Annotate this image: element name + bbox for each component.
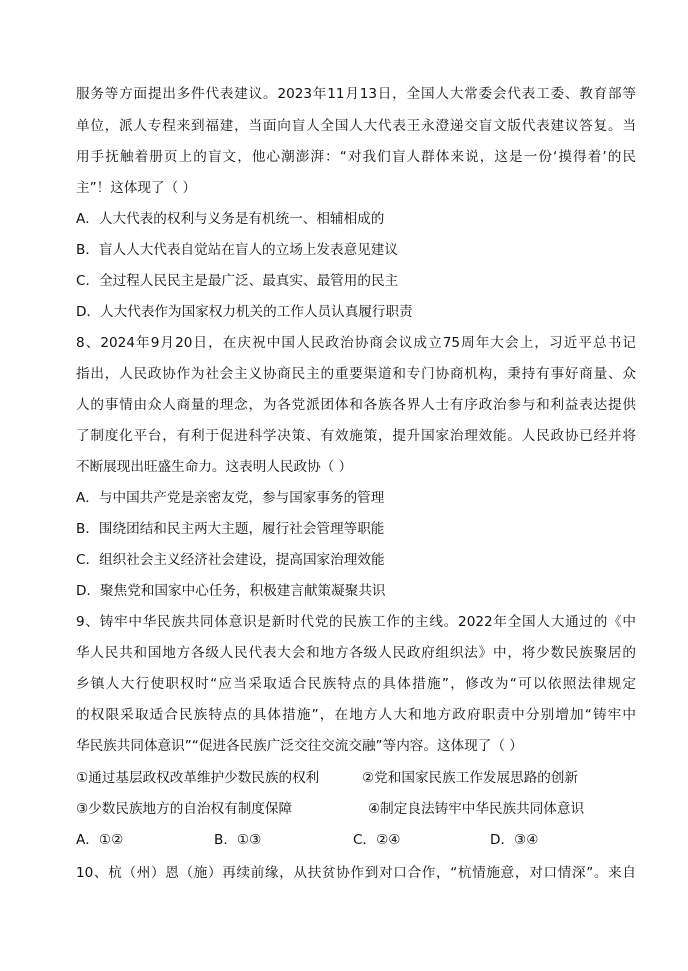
q9-choice-b: B．①③ [214, 832, 262, 848]
q9-stem-line-3: 乡镇人大行使职权时“应当采取适合民族特点的具体措施”，修改为“可以依照法律规定 [76, 676, 636, 692]
q9-stem-line-4: 的权限采取适合民族特点的具体措施”，在地方人大和地方政府职责中分别增加“铸牢中 [76, 707, 636, 723]
q9-choice-c: C．②④ [353, 832, 401, 848]
q9-stem-line-1: 9、铸牢中华民族共同体意识是新时代党的民族工作的主线。2022年全国人大通过的《中 [76, 614, 636, 630]
q8-stem-line-3: 人的事情由众人商量的理念，为各党派团体和各族各界人士有序政治参与和利益表达提供 [76, 397, 636, 413]
q8-option-b: B．围绕团结和民主两大主题，履行社会管理等职能 [76, 521, 385, 537]
q9-statement-1: ①通过基层政权改革维护少数民族的权利 [76, 770, 320, 786]
q7-stem-line-2: 单位，派人专程来到福建，当面向盲人全国人大代表王永澄递交盲文版代表建议答复。当 [76, 118, 636, 134]
q7-stem-line-1: 服务等方面提出多件代表建议。2023年11月13日，全国人大常委会代表工委、教育部等 [76, 86, 636, 102]
q9-statements-row-1 [76, 768, 636, 788]
q9-statement-2: ②党和国家民族工作发展思路的创新 [362, 770, 579, 786]
q8-option-d: D．聚焦党和国家中心任务，积极建言献策凝聚共识 [76, 583, 386, 599]
q9-choice-a: A．①② [76, 832, 124, 848]
q9-stem-line-5: 华民族共同体意识”“促进各民族广泛交往交流交融”等内容。这体现了（ ） [76, 738, 523, 754]
q8-stem-line-5: 不断展现出旺盛生命力。这表明人民政协（ ） [76, 459, 353, 475]
q7-option-a: A．人大代表的权利与义务是有机统一、相辅相成的 [76, 211, 385, 227]
q7-stem-line-3: 用手抚触着册页上的盲文，他心潮澎湃：“对我们盲人群体来说，这是一份‘摸得着’的民 [76, 149, 636, 165]
q7-option-b: B．盲人人大代表自觉站在盲人的立场上发表意见建议 [76, 242, 398, 258]
q9-choice-d: D．③④ [490, 832, 539, 848]
q9-stem-line-2: 华人民共和国地方各级人民代表大会和地方各级人民政府组织法》中，将少数民族聚居的 [76, 645, 636, 661]
q8-option-a: A．与中国共产党是亲密友党，参与国家事务的管理 [76, 490, 385, 506]
q8-stem-line-4: 了制度化平台，有利于促进科学决策、有效施策，提升国家治理效能。人民政协已经并将 [76, 428, 636, 444]
q10-stem-line-1: 10、杭（州）恩（施）再续前缘，从扶贫协作到对口合作，“杭情施意，对口情深”。来自 [76, 865, 636, 881]
q9-statement-3: ③少数民族地方的自治权有制度保障 [76, 801, 293, 817]
q9-choices-row [76, 830, 636, 850]
q8-stem-line-1: 8、2024年9月20日，在庆祝中国人民政治协商会议成立75周年大会上，习近平总书记 [76, 335, 636, 351]
q9-statements-row-2 [76, 799, 636, 819]
q8-option-c: C．组织社会主义经济社会建设，提高国家治理效能 [76, 552, 385, 568]
q7-option-c: C．全过程人民民主是最广泛、最真实、最管用的民主 [76, 273, 399, 289]
q7-option-d: D．人大代表作为国家权力机关的工作人员认真履行职责 [76, 304, 413, 320]
q8-stem-line-2: 指出，人民政协作为社会主义协商民主的重要渠道和专门协商机构，秉持有事好商量、众 [76, 366, 636, 382]
q7-stem-line-4: 主”！这体现了（ ） [76, 180, 197, 196]
q9-statement-4: ④制定良法铸牢中华民族共同体意识 [368, 801, 585, 817]
